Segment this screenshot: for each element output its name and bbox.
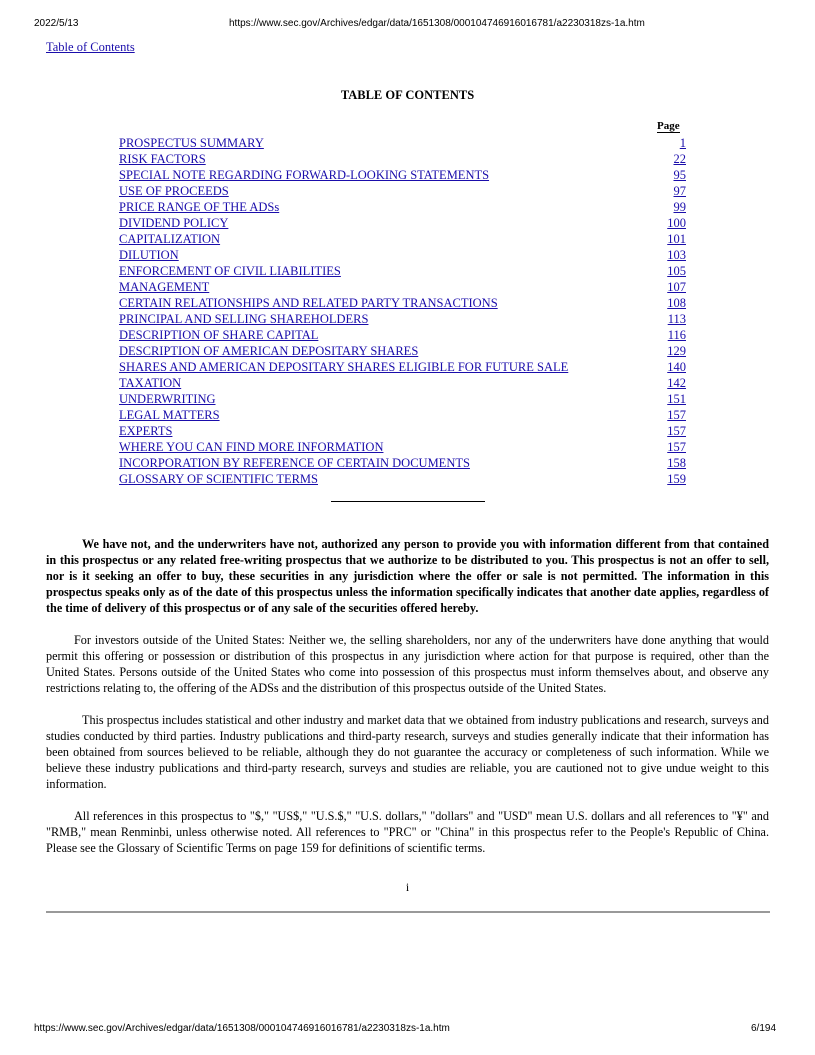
toc-page-link[interactable]: 142 [667,376,686,390]
toc-link[interactable]: DIVIDEND POLICY [119,216,229,230]
toc-page-link[interactable]: 103 [667,248,686,262]
toc-page-link[interactable]: 140 [667,360,686,374]
toc-row [119,199,686,215]
toc-row [119,407,686,423]
toc-row [119,151,686,167]
toc-page-link[interactable]: 113 [667,312,686,326]
toc-link[interactable]: PRICE RANGE OF THE ADSs [119,200,280,214]
toc-row [119,343,686,359]
toc-row [119,359,686,375]
page-break-rule [46,911,770,913]
toc-link[interactable]: CERTAIN RELATIONSHIPS AND RELATED PARTY TRANSACTIONS [119,296,498,310]
toc-link[interactable]: PROSPECTUS SUMMARY [119,136,264,150]
toc-page-link[interactable]: 97 [673,184,686,198]
toc-link[interactable]: CAPITALIZATION [119,232,221,246]
toc-row [119,471,686,487]
toc-page-link[interactable]: 116 [667,328,686,342]
toc-page-link[interactable]: 157 [667,424,686,438]
print-url: https://www.sec.gov/Archives/edgar/data/1651308/000104746916016781/a2230318zs-1a.htm [229,18,645,29]
toc-link[interactable]: DILUTION [119,248,179,262]
toc-row [119,311,686,327]
toc-link[interactable]: GLOSSARY OF SCIENTIFIC TERMS [119,472,318,486]
toc-link[interactable]: SHARES AND AMERICAN DEPOSITARY SHARES ELIGIBLE FOR FUTURE SALE [119,360,569,374]
footer-page-count: 6/194 [751,1023,777,1034]
toc-row [119,263,686,279]
print-date: 2022/5/13 [34,18,79,29]
toc-page-link[interactable]: 95 [673,168,686,182]
toc-link[interactable]: MANAGEMENT [119,280,210,294]
toc-row [119,423,686,439]
toc-page-link[interactable]: 158 [667,456,686,470]
toc-link[interactable]: WHERE YOU CAN FIND MORE INFORMATION [119,440,384,454]
toc-page-link[interactable]: 107 [667,280,686,294]
toc-row [119,183,686,199]
toc-title: TABLE OF CONTENTS [340,88,475,102]
toc-page-link[interactable]: 1 [679,136,686,150]
toc-page-link[interactable]: 108 [667,296,686,310]
toc-link[interactable]: RISK FACTORS [119,152,206,166]
toc-row [119,327,686,343]
section-divider [331,501,485,502]
investors-outside-us-paragraph: For investors outside of the United States: Neither we, the selling shareholders, nor any of the underwriters have done anything that would permit this offering or possession or distribution of this prospectus in any jurisdiction where action for that purpose is required, other than the United States. Persons outside of the United States who come into possession of this prospectus must inform themselves about, and observe any restrictions relating to, the offering of the ADSs and the distribution of this prospectus outside of the United States. [46,633,769,695]
toc-row [119,455,686,471]
page-number: i [405,880,410,894]
toc-page-column-header: Page [657,120,680,132]
toc-list [119,135,686,487]
toc-row [119,215,686,231]
toc-page-link[interactable]: 129 [667,344,686,358]
toc-page-link[interactable]: 99 [673,200,686,214]
toc-page-link[interactable]: 22 [673,152,686,166]
toc-link[interactable]: DESCRIPTION OF AMERICAN DEPOSITARY SHARES [119,344,419,358]
toc-page-link[interactable]: 157 [667,440,686,454]
toc-row [119,439,686,455]
toc-row [119,247,686,263]
toc-link[interactable]: DESCRIPTION OF SHARE CAPITAL [119,328,319,342]
toc-row [119,391,686,407]
toc-link[interactable]: PRINCIPAL AND SELLING SHAREHOLDERS [119,312,369,326]
toc-row [119,167,686,183]
toc-row [119,231,686,247]
toc-link[interactable]: ENFORCEMENT OF CIVIL LIABILITIES [119,264,341,278]
table-of-contents-link[interactable]: Table of Contents [46,40,135,54]
toc-row [119,135,686,151]
toc-page-link[interactable]: 159 [667,472,686,486]
toc-page-link[interactable]: 101 [667,232,686,246]
toc-row [119,375,686,391]
toc-link[interactable]: INCORPORATION BY REFERENCE OF CERTAIN DOCUMENTS [119,456,470,470]
currency-references-paragraph: All references in this prospectus to "$," "US$," "U.S.$," "U.S. dollars," "dollars" and "USD" mean U.S. dollars and all references to "¥" and "RMB," mean Renminbi, unless otherwise noted. All references to "PRC" or "China" in this prospectus refer to the People's Republic of China. Please see the Glossary of Scientific Terms on page 159 for definitions of scientific terms. [46,809,769,855]
toc-link[interactable]: EXPERTS [119,424,173,438]
toc-link[interactable]: TAXATION [119,376,182,390]
toc-link[interactable]: USE OF PROCEEDS [119,184,229,198]
market-data-paragraph: This prospectus includes statistical and other industry and market data that we obtained from industry publications and research, surveys and studies conducted by third parties. Industry publications and third-party research, surveys and studies generally indicate that their information has been obtained from sources believed to be reliable, although they do not guarantee the accuracy or completeness of such information. While we believe these industry publications and third-party research, surveys and studies are reliable, you are cautioned not to give undue weight to this information. [46,713,769,791]
footer-url: https://www.sec.gov/Archives/edgar/data/1651308/000104746916016781/a2230318zs-1a.htm [34,1023,450,1034]
toc-page-link[interactable]: 157 [667,408,686,422]
toc-page-link[interactable]: 151 [667,392,686,406]
toc-page-link[interactable]: 100 [667,216,686,230]
toc-row [119,295,686,311]
toc-page-link[interactable]: 105 [667,264,686,278]
toc-link[interactable]: SPECIAL NOTE REGARDING FORWARD-LOOKING STATEMENTS [119,168,490,182]
disclaimer-paragraph: We have not, and the underwriters have not, authorized any person to provide you with information different from that contained in this prospectus or any related free-writing prospectus that we authorize to be distributed to you. This prospectus is not an offer to sell, nor is it seeking an offer to buy, these securities in any jurisdiction where the offer or sale is not permitted. The information in this prospectus speaks only as of the date of this prospectus unless the information specifically indicates that another date applies, regardless of the time of delivery of this prospectus or of any sale of the securities offered hereby. [46,537,769,615]
toc-row [119,279,686,295]
toc-link[interactable]: LEGAL MATTERS [119,408,220,422]
toc-link[interactable]: UNDERWRITING [119,392,216,406]
